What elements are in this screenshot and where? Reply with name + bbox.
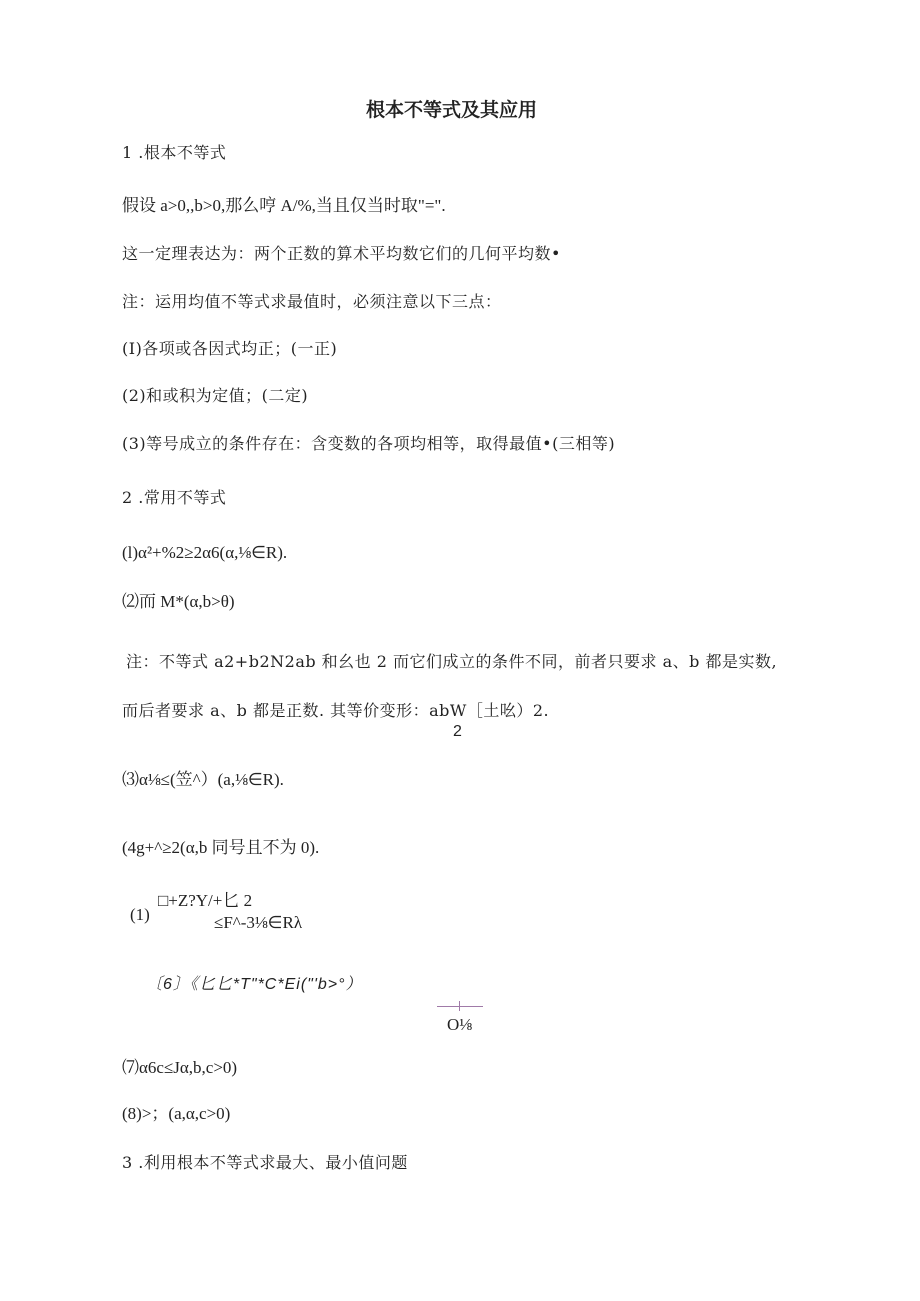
- formula-item-5-bottom: ≤F^-3⅛∈Rλ: [214, 913, 303, 932]
- formula-item-1: (l)α²+%2≥2α6(α,⅛∈R).: [122, 543, 288, 562]
- fraction-bar-tick: [459, 1001, 460, 1011]
- formula-item-6: 〔6〕《匕匕*T"*C*Ei("'b>°）: [146, 976, 363, 993]
- formula-item-8: (8)>；(a,α,c>0): [122, 1104, 231, 1123]
- fraction-bar: [437, 1006, 483, 1007]
- point-1: (I)各项或各因式均正；(一正): [122, 339, 338, 358]
- point-2: (2)和或积为定值；(二定): [122, 386, 309, 405]
- note-denominator: 2: [453, 723, 463, 740]
- section-heading-2: 2 .常用不等式: [122, 488, 227, 507]
- formula-item-2: ⑵而 M*(α,b>θ): [122, 592, 235, 611]
- section-heading-3: 3 .利用根本不等式求最大、最小值问题: [122, 1153, 408, 1172]
- point-3: (3)等号成立的条件存在：含变数的各项均相等，取得最值•(三相等): [122, 434, 616, 453]
- note-line-1: 注：不等式 a2+b2N2ab 和幺也 2 而它们成立的条件不同，前者只要求 a、b 都是实数,: [126, 652, 778, 671]
- note-line-2: 而后者要求 a、b 都是正数. 其等价变形：abW［土吆）2.: [122, 701, 550, 720]
- paragraph-condition: 假设 a>0,,b>0,那么哼 A/%,当且仅当时取"=".: [122, 196, 446, 215]
- formula-item-6-sub: O⅛: [447, 1015, 473, 1034]
- paragraph-note: 注：运用均值不等式求最值时，必须注意以下三点：: [122, 292, 502, 311]
- formula-item-7: ⑺α6c≤Jα,b,c>0): [122, 1058, 238, 1077]
- formula-item-3: ⑶α⅛≤(笠^）(a,⅛∈R).: [122, 770, 284, 789]
- section-heading-1: 1 .根本不等式: [122, 143, 227, 162]
- formula-item-5-top: □+Z?Y/+匕 2: [158, 891, 253, 910]
- paragraph-theorem: 这一定理表达为：两个正数的算术平均数它们的几何平均数•: [122, 244, 561, 263]
- page-title: 根本不等式及其应用: [366, 99, 538, 121]
- formula-item-4: (4g+^≥2(α,b 同号且不为 0).: [122, 838, 320, 857]
- formula-item-5-label: (1): [130, 905, 150, 924]
